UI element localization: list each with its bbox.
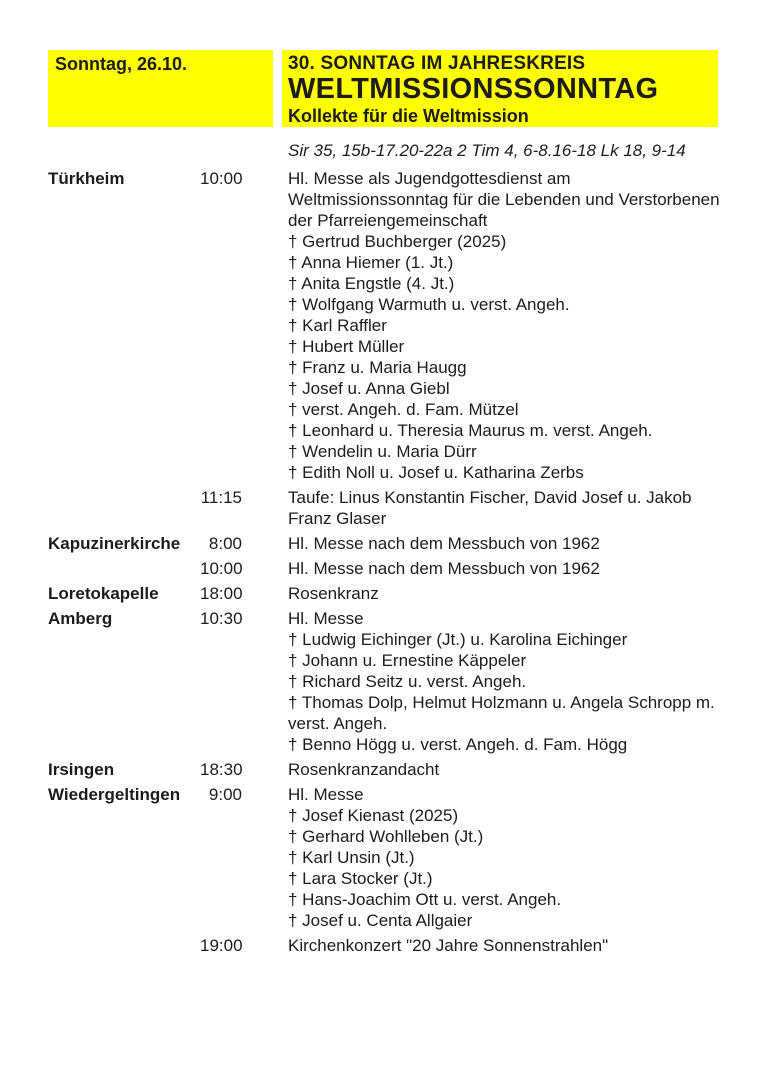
description-line: Hl. Messe als Jugendgottesdienst am Weltmissionssonntag für die Lebenden und Verstorbenen der Pfarreiengemeinschaft: [288, 169, 720, 230]
schedule-row: [48, 784, 768, 931]
description-line: † Johann u. Ernestine Käppeler: [288, 651, 527, 670]
time-label: 10:00: [200, 169, 243, 188]
schedule-row: [48, 168, 768, 483]
description-cell: [242, 487, 728, 529]
schedule-row: [48, 487, 768, 529]
schedule: [48, 168, 768, 956]
schedule-row: [48, 759, 768, 780]
description-line: † Thomas Dolp, Helmut Holzmann u. Angela Schropp m. verst. Angeh.: [288, 693, 715, 733]
day-header: [48, 50, 718, 127]
time-label: 18:30: [200, 760, 243, 779]
time-label: 8:00: [208, 534, 242, 553]
description-line: † Anita Engstle (4. Jt.): [288, 274, 455, 293]
description-line: † Gertrud Buchberger (2025): [288, 232, 507, 251]
schedule-row: [48, 935, 768, 956]
time-label: 10:30: [200, 609, 243, 628]
location-label: Kapuzinerkirche: [48, 534, 181, 553]
description-line: Rosenkranz: [288, 584, 379, 603]
description-line: † Franz u. Maria Haugg: [288, 358, 467, 377]
description-line: † Josef u. Anna Giebl: [288, 379, 450, 398]
description-line: Hl. Messe: [288, 785, 364, 804]
description-line: Taufe: Linus Konstantin Fischer, David Josef u. Jakob Franz Glaser: [288, 488, 692, 528]
description-line: † Josef Kienast (2025): [288, 806, 459, 825]
description-line: † Wendelin u. Maria Dürr: [288, 442, 477, 461]
time-label: 11:15: [200, 488, 242, 507]
date-label: Sonntag, 26.10.: [55, 54, 188, 74]
description-line: † Hubert Müller: [288, 337, 405, 356]
description-line: † verst. Angeh. d. Fam. Mützel: [288, 400, 519, 419]
description-line: Hl. Messe nach dem Messbuch von 1962: [288, 534, 600, 553]
description-cell: [242, 784, 728, 931]
day-header-title-cell: [282, 50, 718, 127]
day-header-date-cell: [48, 50, 273, 127]
scripture-readings: Sir 35, 15b-17.20-22a 2 Tim 4, 6-8.16-18 Lk 18, 9-14: [288, 141, 686, 160]
description-line: † Lara Stocker (Jt.): [288, 869, 433, 888]
time-label: 18:00: [200, 584, 243, 603]
description-line: † Gerhard Wohlleben (Jt.): [288, 827, 484, 846]
location-label: Wiedergeltingen: [48, 785, 181, 804]
description-line: Kirchenkonzert "20 Jahre Sonnenstrahlen": [288, 936, 609, 955]
schedule-row: [48, 583, 768, 604]
location-label: Türkheim: [48, 169, 125, 188]
description-cell: [242, 558, 728, 579]
location-label: Loretokapelle: [48, 584, 159, 603]
description-line: Rosenkranzandacht: [288, 760, 440, 779]
description-cell: [242, 583, 728, 604]
description-line: † Karl Raffler: [288, 316, 387, 335]
location-label: Irsingen: [48, 760, 115, 779]
location-label: Amberg: [48, 609, 113, 628]
location-label: [48, 558, 200, 579]
description-line: † Karl Unsin (Jt.): [288, 848, 415, 867]
description-cell: [242, 533, 728, 554]
schedule-row: [48, 533, 768, 554]
description-line: † Edith Noll u. Josef u. Katharina Zerbs: [288, 463, 584, 482]
location-label: [48, 935, 200, 956]
description-cell: [242, 168, 728, 483]
description-cell: [242, 608, 728, 755]
description-line: † Benno Högg u. verst. Angeh. d. Fam. Högg: [288, 735, 628, 754]
description-line: † Leonhard u. Theresia Maurus m. verst. Angeh.: [288, 421, 653, 440]
description-line: † Anna Hiemer (1. Jt.): [288, 253, 454, 272]
location-label: [48, 487, 200, 529]
description-line: Hl. Messe: [288, 609, 364, 628]
time-label: 9:00: [208, 785, 242, 804]
description-line: † Ludwig Eichinger (Jt.) u. Karolina Eichinger: [288, 630, 628, 649]
schedule-row: [48, 558, 768, 579]
description-line: † Wolfgang Warmuth u. verst. Angeh.: [288, 295, 570, 314]
time-label: 10:00: [200, 559, 243, 578]
description-cell: [242, 935, 728, 956]
time-label: 19:00: [200, 936, 243, 955]
description-line: Hl. Messe nach dem Messbuch von 1962: [288, 559, 600, 578]
feast-line: 30. SONNTAG IM JAHRESKREIS: [288, 53, 586, 74]
description-line: † Josef u. Centa Allgaier: [288, 911, 473, 930]
description-line: † Richard Seitz u. verst. Angeh.: [288, 672, 527, 691]
feast-title: WELTMISSIONSSONNTAG: [288, 73, 659, 105]
schedule-row: [48, 608, 768, 755]
collection-note: Kollekte für die Weltmission: [288, 106, 529, 126]
description-cell: [242, 759, 728, 780]
description-line: † Hans-Joachim Ott u. verst. Angeh.: [288, 890, 562, 909]
